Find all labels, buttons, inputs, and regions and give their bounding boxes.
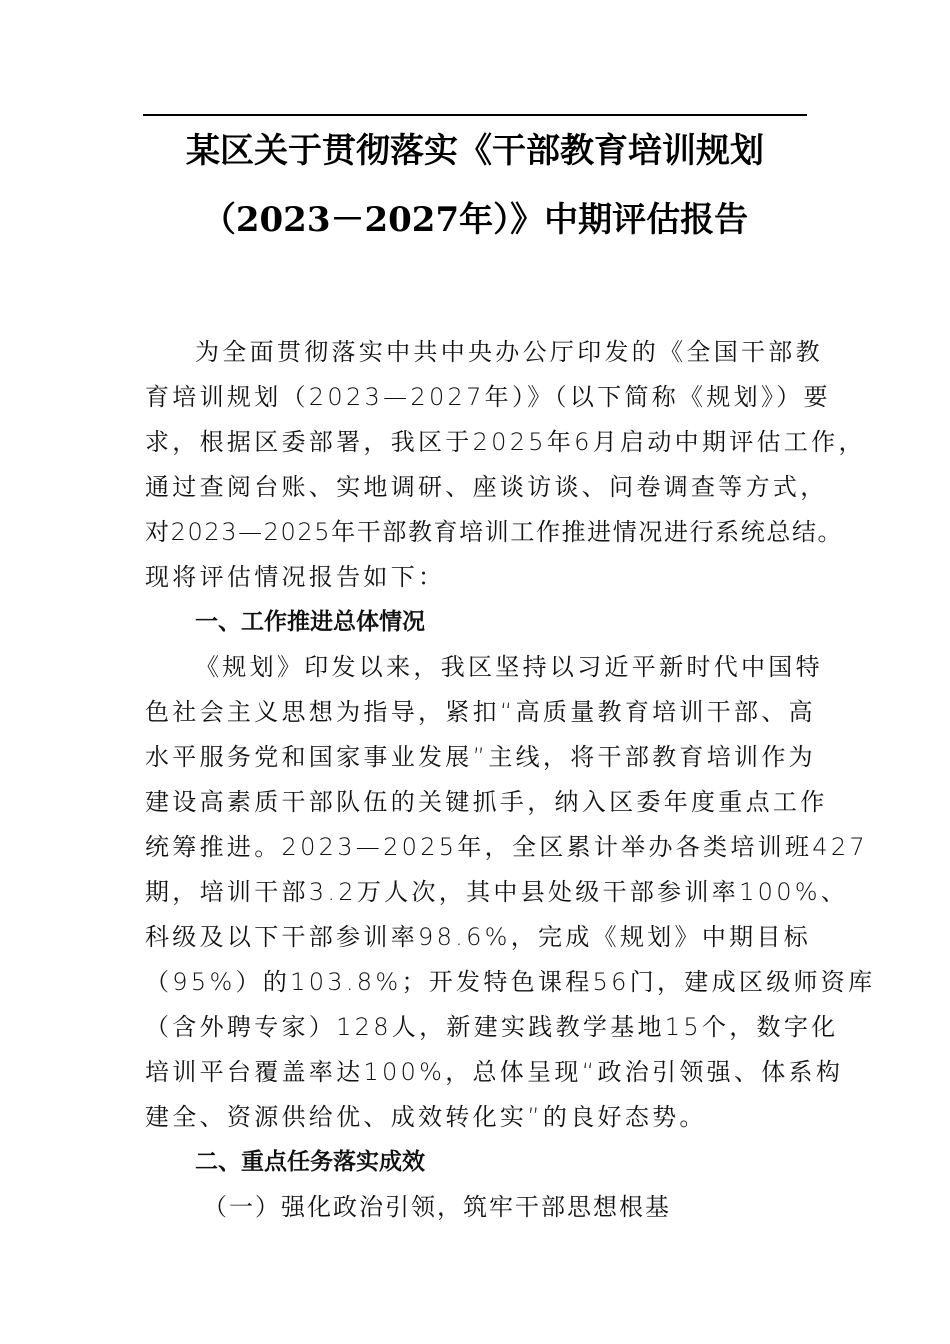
paragraph-line: 育培训规划（2023—2027年）》（以下简称《规划》）要 <box>145 383 831 411</box>
paragraph-line: 求，根据区委部署，我区于2025年6月启动中期评估工作， <box>145 428 866 456</box>
section-heading-1: 一、工作推进总体情况 <box>195 609 425 635</box>
paragraph-line: 色社会主义思想为指导，紧扣“高质量教育培训干部、高 <box>145 698 816 726</box>
document-body <box>145 330 876 1230</box>
header-rule <box>143 114 807 116</box>
paragraph-line: 培训平台覆盖率达100%，总体呈现“政治引领强、体系构 <box>145 1058 844 1086</box>
paragraph-line: 建全、资源供给优、成效转化实”的良好态势。 <box>145 1103 707 1131</box>
section-heading-2: 二、重点任务落实成效 <box>195 1149 425 1175</box>
paragraph-line: 为全面贯彻落实中共中央办公厅印发的《全国干部教 <box>195 338 823 366</box>
document-title-line-2: （2023－2027年）》中期评估报告 <box>201 200 749 240</box>
paragraph-line: 《规划》印发以来，我区坚持以习近平新时代中国特 <box>195 653 823 681</box>
paragraph-line: 建设高素质干部队伍的关键抓手，纳入区委年度重点工作 <box>145 788 828 816</box>
paragraph-line: 水平服务党和国家事业发展”主线，将干部教育培训作为 <box>145 743 816 771</box>
subsection-heading-1: （一）强化政治引领，筑牢干部思想根基 <box>203 1193 671 1221</box>
paragraph-line: （含外聘专家）128人，新建实践教学基地15个，数字化 <box>145 1013 839 1041</box>
paragraph-line: 科级及以下干部参训率98.6%，完成《规划》中期目标 <box>145 923 812 951</box>
paragraph-line: 期，培训干部3.2万人次，其中县处级干部参训率100%、 <box>145 878 849 906</box>
paragraph-line: 现将评估情况报告如下： <box>145 563 446 591</box>
paragraph-line: 通过查阅台账、实地调研、座谈访谈、问卷调查等方式， <box>145 473 828 501</box>
paragraph-line: 对2023—2025年干部教育培训工作推进情况进行系统总结。 <box>145 518 844 546</box>
document-title-line-1: 某区关于贯彻落实《干部教育培训规划 <box>186 131 764 171</box>
paragraph-line: 统筹推进。2023—2025年，全区累计举办各类培训班427 <box>145 833 868 861</box>
paragraph-line: （95%）的103.8%；开发特色课程56门，建成区级师资库 <box>145 968 876 996</box>
